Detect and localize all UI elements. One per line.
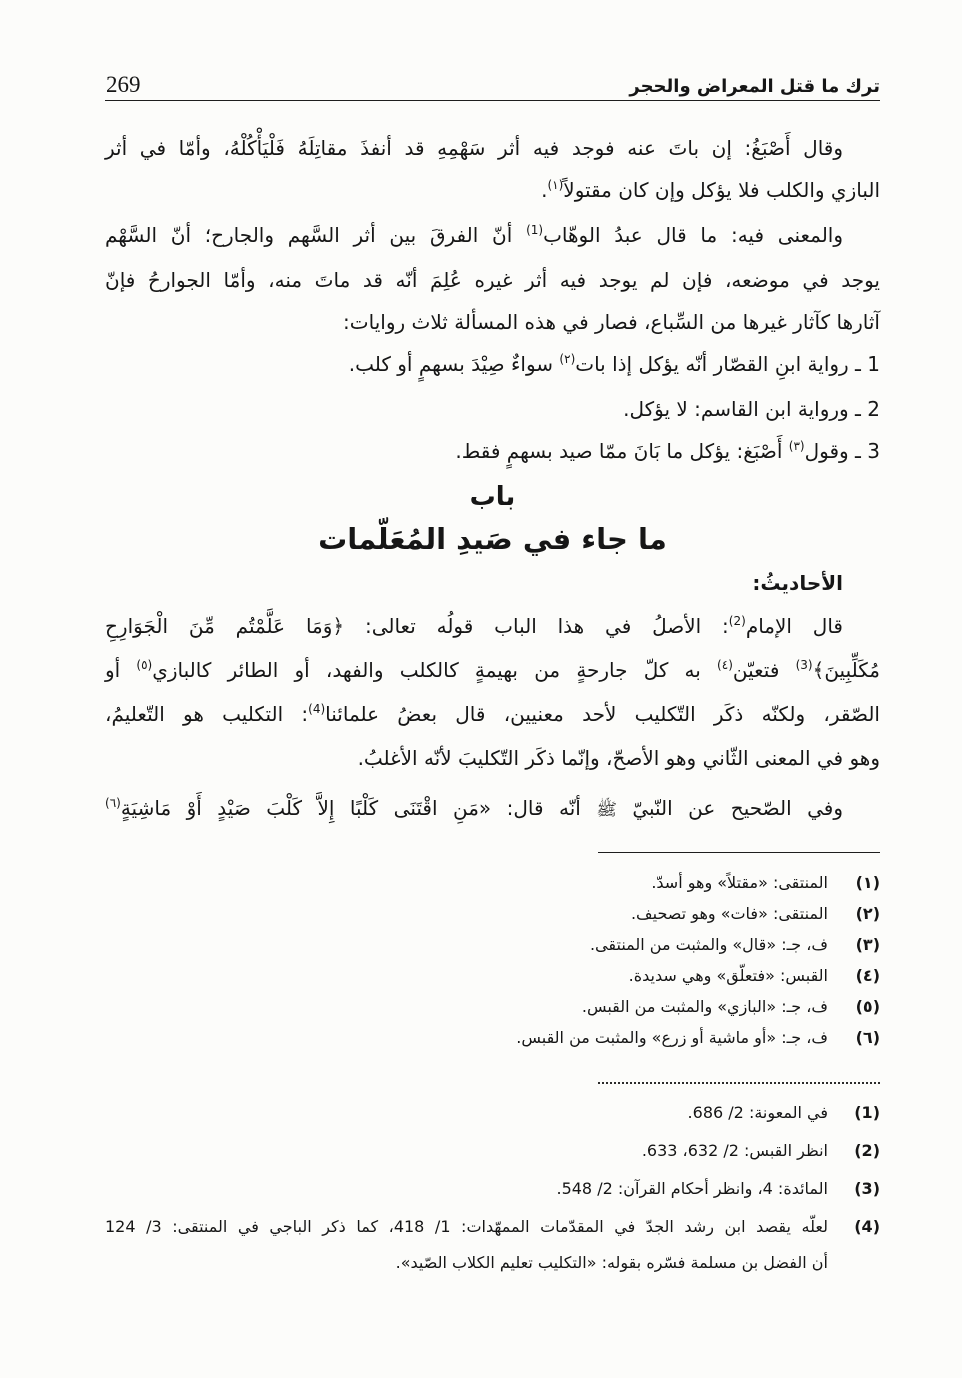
- footnote-marker: (٦): [105, 796, 121, 810]
- chapter-title: ما جاء في صَيدِ المُعَلّمات: [318, 522, 667, 556]
- body-line: [105, 169, 880, 214]
- footnote-number: (٤): [855, 966, 880, 985]
- page-number: 269: [106, 72, 141, 97]
- body-line: 2 ـ ورواية ابن القاسم: لا يؤكل.: [623, 397, 880, 421]
- body-line: [105, 430, 880, 475]
- line-text: : الأصلُ في هذا الباب قولُه تعالى: ﴿وَمَا عَلَّمْتُم مِّنَ الْجَوَارِحِ: [105, 614, 729, 638]
- footnote-marker: (٥): [136, 658, 153, 672]
- footnote-text: في المعونة: 2/ 686.: [687, 1103, 828, 1122]
- footnote-item: [105, 1094, 880, 1132]
- footnote-number: (2): [854, 1141, 880, 1160]
- author-footnotes: [105, 1094, 880, 1280]
- editorial-footnotes: [105, 867, 880, 1053]
- main-text: [105, 127, 880, 475]
- footnote-text: انظر القبس: 2/ 632، 633.: [641, 1141, 828, 1160]
- body-line: [105, 343, 880, 388]
- footnote-separator: [598, 852, 880, 853]
- footnote-item: [105, 867, 880, 898]
- line-text: والمعنى فيه: ما قال عبدُ الوهّاب: [543, 223, 844, 247]
- body-line: [105, 694, 880, 738]
- footnote-marker: (٣): [788, 439, 805, 453]
- footnote-number: (1): [854, 1103, 880, 1122]
- line-text: 3 ـ وقول: [804, 439, 880, 463]
- footnote-marker: (3): [795, 658, 813, 672]
- footnote-number: (4): [854, 1217, 880, 1236]
- line-text: أنّ الفرقَ بين أثر السَّهم والجارح؛ أنّ السَّهْم: [105, 223, 527, 247]
- body-line: [105, 214, 880, 259]
- footnote-item: [105, 1208, 880, 1246]
- footnote-marker: (١): [547, 178, 564, 192]
- footnote-text: المائدة: 4، وانظر أحكام القرآن: 2/ 548.: [556, 1179, 828, 1198]
- footnote-item: [105, 991, 880, 1022]
- footnote-text: القبس: «فتعلّق» وهي سديدة.: [628, 966, 828, 985]
- body-line: يوجد في موضعه، فإن لم يوجد فيه أثر غيره عُلِمَ أنّه قد ماتَ منه، وأمّا الجوارحُ فإنّ: [105, 268, 880, 292]
- footnote-item: [105, 1022, 880, 1053]
- line-text: .: [541, 178, 548, 202]
- footnote-marker: (٢): [559, 352, 576, 366]
- line-text: الصّقر، ولكنّه ذكَر التّكليب لأحد معنيين، قال بعضُ علمائنا: [325, 702, 880, 726]
- body-line: وهو في المعنى الثّاني وهو الأصحّ، وإنّما ذكَر التّكليبَ لأنّه الأغلبُ.: [357, 746, 880, 770]
- line-text: قال الإمام: [745, 614, 843, 638]
- line-text: مُكَلِّبِينَ﴾: [812, 658, 880, 682]
- footnote-item: [105, 929, 880, 960]
- dotted-separator: [598, 1082, 880, 1084]
- line-text: سواءٌ صِيْدَ بسهمٍ أو كلب.: [348, 352, 560, 376]
- line-text: البازي والكلب فلا يؤكل وإن كان مقتولاً: [563, 178, 880, 202]
- footnote-marker: (2): [728, 614, 746, 628]
- footnote-text: المنتقى: «فات» وهو تصحيف.: [630, 904, 828, 923]
- body-line: [105, 788, 880, 832]
- chapter-label: باب: [469, 482, 516, 512]
- line-text: أَصْبَغ: يؤكل ما بَانَ ممّا صيد بسهمٍ فقط.: [455, 439, 789, 463]
- section-heading: الأحاديثُ:: [752, 571, 843, 595]
- body-line: [105, 606, 880, 650]
- footnote-continuation: أن الفضل بن مسلمة فسّره بقوله: «التكليب تعليم الكلاب الصّيد».: [395, 1253, 828, 1272]
- footnote-item: [105, 898, 880, 929]
- running-title: ترك ما قتل المعراض والحجر: [629, 76, 880, 97]
- hadiths-text: [105, 606, 880, 832]
- footnote-number: (٥): [855, 997, 880, 1016]
- body-line: [105, 650, 880, 694]
- footnote-text: ف، جـ: «أو ماشية أو زرع» والمثبت من القبس.: [516, 1028, 828, 1047]
- line-text: أو: [105, 658, 137, 682]
- line-text: وفي الصّحيح عن النّبيّ: [616, 796, 843, 820]
- footnote-number: (3): [854, 1179, 880, 1198]
- footnote-item: [105, 1170, 880, 1208]
- honorific-ligature: ﷺ: [596, 800, 617, 820]
- footnote-text: ف، جـ: «البازي» والمثبت من القبس.: [581, 997, 828, 1016]
- body-line: آثارها كآثار غيرها من السِّباع، فصار في هذه المسألة ثلاث روايات:: [343, 310, 880, 334]
- footnote-item: [105, 960, 880, 991]
- line-text: فتعيّن: [732, 658, 796, 682]
- footnote-number: (١): [855, 873, 880, 892]
- footnote-marker: (٤): [717, 658, 733, 672]
- footnote-number: (٦): [855, 1028, 880, 1047]
- footnote-text: لعلّه يقصد ابن رشد الجدّ في المقدّمات الممهّدات: 1/ 418، كما ذكر الباجي في المنتقى: 3/ 124: [105, 1217, 828, 1236]
- line-text: أنّه قال: «مَنِ اقْتَنَى كَلْبًا إِلاَّ كَلْبَ صَيْدٍ أَوْ مَاشِيَةٍ: [120, 796, 597, 820]
- footnote-text: ف، جـ: «قال» والمثبت من المنتقى.: [589, 935, 828, 954]
- footnote-marker: (4): [308, 702, 326, 716]
- footnote-text: المنتقى: «مقتلاً» وهو أسدّ.: [651, 873, 828, 892]
- footnote-number: (٣): [855, 935, 880, 954]
- footnote-marker: (1): [526, 223, 544, 237]
- line-text: : التكليب هو التّعليمُ،: [105, 702, 309, 726]
- footnote-number: (٢): [855, 904, 880, 923]
- header-rule: [105, 100, 880, 101]
- line-text: 1 ـ رواية ابنِ القصّار أنّه يؤكل إذا بات: [575, 352, 880, 376]
- line-text: به كلّ جارحةٍ من بهيمةٍ كالكلب والفهد، أو الطائر كالبازي: [152, 658, 718, 682]
- body-line: وقال أَصْبَغُ: إن باتَ عنه فوجد فيه أثر سَهْمِهِ قد أنفذَ مقاتِلَهُ فَلْيَأْكُلْهُ، وأمّا في أثر: [105, 136, 843, 160]
- footnote-item: [105, 1132, 880, 1170]
